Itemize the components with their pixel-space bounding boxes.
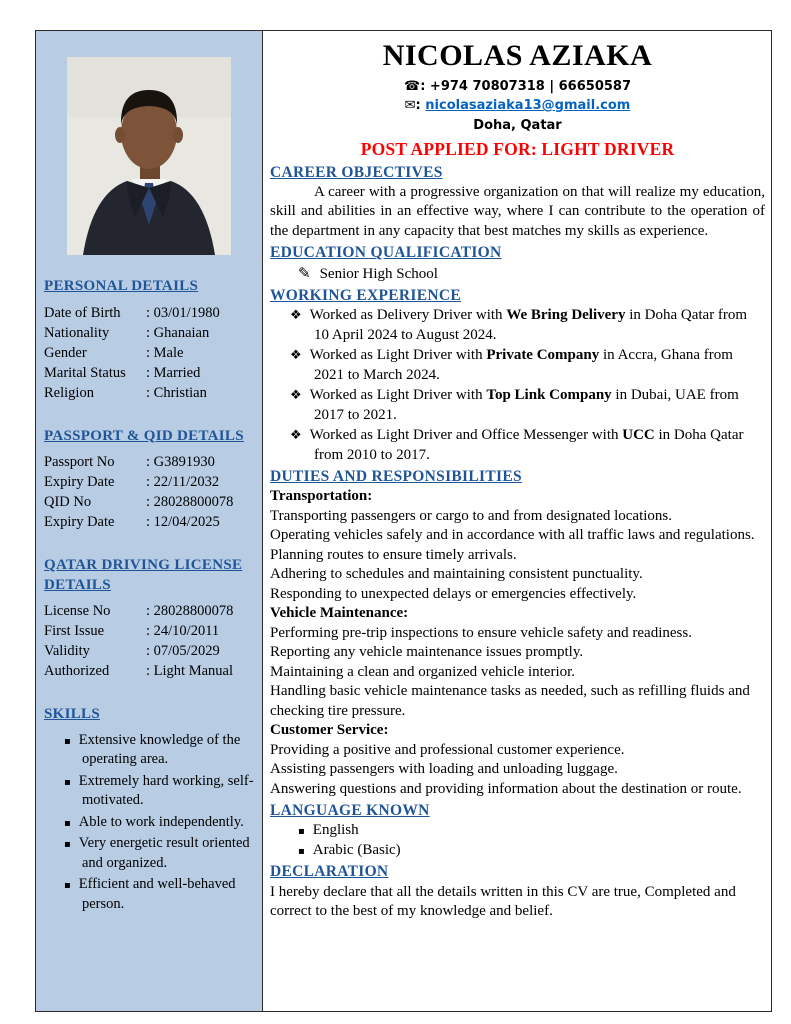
detail-row bbox=[44, 383, 254, 403]
experience-company: Private Company bbox=[486, 347, 600, 364]
duty-line: Planning routes to ensure timely arrivals. bbox=[270, 546, 517, 563]
education-item bbox=[270, 264, 765, 285]
detail-row bbox=[44, 512, 254, 532]
detail-row bbox=[44, 492, 254, 512]
detail-label: First Issue bbox=[44, 623, 105, 639]
detail-value: : 12/04/2025 bbox=[146, 512, 220, 532]
driving-license-section bbox=[44, 556, 254, 681]
duty-line: Maintaining a clean and organized vehicle interior. bbox=[270, 663, 576, 680]
skill-text: Able to work independently. bbox=[78, 813, 244, 830]
detail-value: : Married bbox=[146, 363, 200, 383]
square-bullet-icon: ▪ bbox=[64, 880, 71, 892]
diamond-bullet-icon: ❖ bbox=[290, 428, 302, 444]
personal-details-section bbox=[44, 277, 254, 403]
detail-row bbox=[44, 452, 254, 472]
detail-row bbox=[44, 641, 254, 661]
cv-page bbox=[35, 30, 772, 1012]
education-heading: EDUCATION QUALIFICATION bbox=[270, 244, 502, 262]
skill-text: Extremely hard working, self-motivated. bbox=[78, 772, 254, 809]
detail-row bbox=[44, 472, 254, 492]
duty-line: Providing a positive and professional customer experience. bbox=[270, 741, 625, 758]
skill-text: Efficient and well-behaved person. bbox=[78, 876, 236, 912]
detail-value: : 24/10/2011 bbox=[146, 621, 219, 641]
experience-text-post: in Accra, Ghana from 2021 to March 2024. bbox=[314, 347, 733, 383]
skill-text: Extensive knowledge of the operating area. bbox=[78, 731, 241, 768]
detail-label: Expiry Date bbox=[44, 514, 115, 530]
passport-qid-section bbox=[44, 427, 254, 533]
experience-item bbox=[270, 346, 765, 385]
driving-license-heading: QATAR DRIVING LICENSE DETAILS bbox=[44, 557, 243, 593]
detail-value: : Male bbox=[146, 343, 183, 363]
detail-value: : 07/05/2029 bbox=[146, 641, 220, 661]
skill-item bbox=[44, 834, 254, 873]
detail-row bbox=[44, 343, 254, 363]
detail-value: : Christian bbox=[146, 383, 207, 403]
experience-text-post: in Dubai, UAE from 2017 to 2021. bbox=[314, 387, 739, 423]
detail-label: QID No bbox=[44, 494, 92, 510]
email-line bbox=[270, 96, 765, 116]
experience-item bbox=[270, 306, 765, 345]
language-item bbox=[270, 821, 765, 841]
declaration-text: I hereby declare that all the details written in this CV are true, Completed and correct to the best of my knowledge and belief. bbox=[270, 883, 736, 920]
detail-row bbox=[44, 601, 254, 621]
skill-text: Very energetic result oriented and organized. bbox=[78, 835, 250, 871]
square-bullet-icon: ▪ bbox=[64, 817, 71, 829]
experience-text-pre: Worked as Delivery Driver with bbox=[309, 307, 507, 324]
duty-line: Assisting passengers with loading and unloading luggage. bbox=[270, 761, 618, 778]
detail-row bbox=[44, 323, 254, 343]
language-item bbox=[270, 841, 765, 861]
experience-company: UCC bbox=[622, 427, 655, 444]
duties-subtitle: Vehicle Maintenance: bbox=[270, 605, 409, 622]
career-objectives-heading: CAREER OBJECTIVES bbox=[270, 163, 443, 181]
duty-line: Operating vehicles safely and in accordance with all traffic laws and regulations. bbox=[270, 527, 755, 544]
duty-line: Responding to unexpected delays or emergencies effectively. bbox=[270, 585, 637, 602]
detail-label: Validity bbox=[44, 643, 90, 659]
declaration-heading: DECLARATION bbox=[270, 863, 389, 881]
post-applied: POST APPLIED FOR: LIGHT DRIVER bbox=[360, 139, 675, 159]
career-objective-text: A career with a progressive organization on that will realize my education, skill and abilities in an effective way, where I can contribute to the operation of the department in any capacity that best matches my skills as experience. bbox=[270, 183, 765, 239]
square-bullet-icon: ▪ bbox=[64, 839, 71, 851]
duty-line: Reporting any vehicle maintenance issues promptly. bbox=[270, 644, 584, 661]
main-content bbox=[263, 31, 771, 1011]
language-text: English bbox=[312, 822, 359, 839]
diamond-bullet-icon: ❖ bbox=[290, 308, 302, 324]
duties-subtitle: Transportation: bbox=[270, 488, 373, 505]
detail-row bbox=[44, 621, 254, 641]
duty-line: Transporting passengers or cargo to and from designated locations. bbox=[270, 507, 673, 524]
detail-label: Religion bbox=[44, 384, 94, 401]
detail-row bbox=[44, 303, 254, 323]
detail-label: License No bbox=[44, 603, 111, 619]
education-text: Senior High School bbox=[319, 265, 438, 282]
email-icon: ✉ : bbox=[405, 98, 426, 113]
experience-text-post: in Doha Qatar from 10 April 2024 to August 2024. bbox=[314, 307, 748, 343]
detail-row bbox=[44, 661, 254, 681]
experience-company: Top Link Company bbox=[486, 387, 612, 404]
square-bullet-icon: ▪ bbox=[298, 826, 305, 838]
phone-icon: ☎ : bbox=[404, 79, 430, 94]
skills-heading: SKILLS bbox=[44, 706, 100, 722]
duty-line: Handling basic vehicle maintenance tasks as needed, such as refilling fluids and checking tire pressure. bbox=[270, 683, 750, 719]
detail-label: Date of Birth bbox=[44, 304, 121, 321]
skill-item bbox=[44, 772, 254, 811]
duty-line: Adhering to schedules and maintaining consistent punctuality. bbox=[270, 566, 643, 583]
pencil-icon: ✎ bbox=[298, 263, 311, 282]
experience-text-post: in Doha Qatar from 2010 to 2017. bbox=[314, 427, 744, 463]
email-link[interactable]: nicolasaziaka13@gmail.com bbox=[425, 98, 631, 113]
experience-company: We Bring Delivery bbox=[506, 307, 626, 324]
detail-value: : 22/11/2032 bbox=[146, 472, 219, 492]
square-bullet-icon: ▪ bbox=[64, 735, 71, 747]
detail-label: Gender bbox=[44, 344, 87, 361]
language-heading: LANGUAGE KNOWN bbox=[270, 802, 430, 820]
detail-value: : G3891930 bbox=[146, 452, 215, 472]
detail-value: : 03/01/1980 bbox=[146, 303, 220, 323]
phone-numbers: +974 70807318 | 66650587 bbox=[429, 78, 632, 94]
detail-label: Authorized bbox=[44, 663, 110, 679]
square-bullet-icon: ▪ bbox=[64, 776, 71, 788]
duty-line: Answering questions and providing information about the destination or route. bbox=[270, 780, 742, 797]
experience-text-pre: Worked as Light Driver and Office Messenger with bbox=[309, 427, 623, 444]
experience-item bbox=[270, 386, 765, 425]
experience-text-pre: Worked as Light Driver with bbox=[309, 387, 487, 404]
detail-value: : 28028800078 bbox=[146, 601, 233, 621]
duties-subtitle: Customer Service: bbox=[270, 722, 389, 739]
experience-item bbox=[270, 426, 765, 465]
detail-row bbox=[44, 363, 254, 383]
duty-line: Performing pre-trip inspections to ensure vehicle safety and readiness. bbox=[270, 624, 692, 641]
detail-label: Marital Status bbox=[44, 364, 126, 381]
sidebar bbox=[36, 31, 263, 1011]
personal-details-heading: PERSONAL DETAILS bbox=[44, 278, 199, 294]
location: Doha, Qatar bbox=[473, 117, 562, 133]
portrait-illustration bbox=[67, 57, 231, 255]
detail-label: Expiry Date bbox=[44, 474, 115, 490]
candidate-name: NICOLAS AZIAKA bbox=[382, 39, 653, 72]
profile-photo bbox=[67, 57, 231, 255]
experience-text-pre: Worked as Light Driver with bbox=[309, 347, 487, 364]
detail-value: : Light Manual bbox=[146, 661, 233, 681]
duties-heading: DUTIES AND RESPONSIBILITIES bbox=[270, 468, 522, 486]
skill-item bbox=[44, 813, 254, 833]
working-experience-heading: WORKING EXPERIENCE bbox=[270, 287, 461, 305]
skill-item bbox=[44, 875, 254, 914]
detail-label: Passport No bbox=[44, 454, 115, 470]
detail-value: : Ghanaian bbox=[146, 323, 209, 343]
detail-label: Nationality bbox=[44, 324, 110, 341]
square-bullet-icon: ▪ bbox=[298, 845, 305, 857]
diamond-bullet-icon: ❖ bbox=[290, 388, 302, 404]
skills-section bbox=[44, 705, 254, 915]
passport-qid-heading: PASSPORT & QID DETAILS bbox=[44, 427, 244, 444]
skill-item bbox=[44, 731, 254, 770]
phone-line bbox=[270, 77, 765, 97]
language-text: Arabic (Basic) bbox=[312, 841, 401, 858]
detail-value: : 28028800078 bbox=[146, 492, 233, 512]
diamond-bullet-icon: ❖ bbox=[290, 348, 302, 364]
